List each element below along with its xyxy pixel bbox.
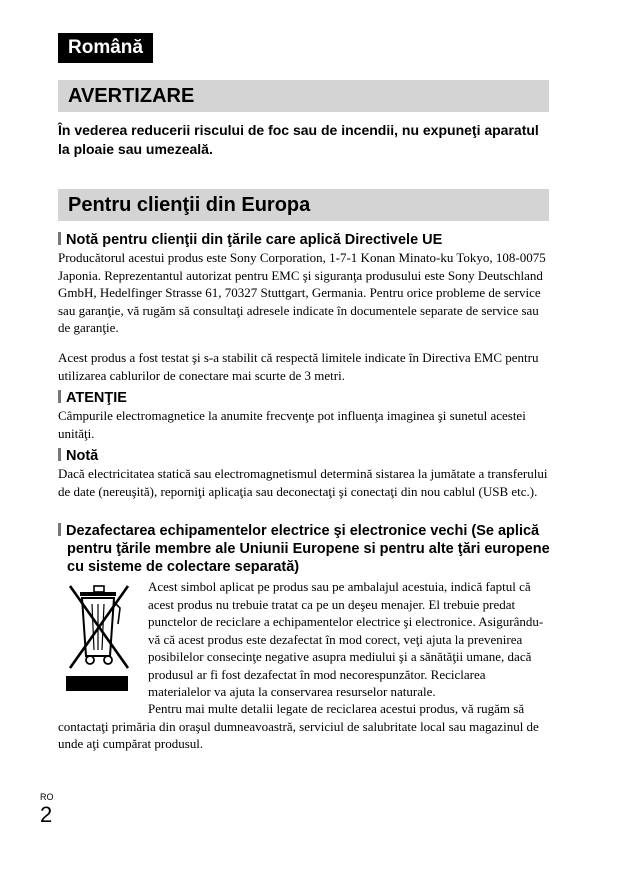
section-header-europe: Pentru clienţii din Europa — [58, 189, 549, 221]
heading-marker — [58, 523, 61, 536]
heading-marker — [58, 390, 61, 403]
page-language-code: RO — [40, 792, 54, 802]
language-badge: Română — [58, 33, 153, 63]
eu-directives-para-2: Acest produs a fost testat şi s-a stabilit că respectă limitele indicate în Directiva EMC pentru utilizarea cablurilor de conectare mai scurte de 3 metri. — [58, 350, 539, 383]
subheading-note — [58, 447, 548, 465]
subheading-note-label: Notă — [66, 448, 99, 464]
eu-directives-para-1: Producătorul acestui produs este Sony Corporation, 1-7-1 Konan Minato-ku Tokyo, 108-0075 Japonia. Reprezentantul autorizat pentru EMC şi siguranţa produsului este Sony Deutschland GmbH, Hedelfinger Strasse 61, 70327 Stuttgart, Germania. Pentru orice probleme de service sau garanţie, vă rugăm să consultaţi adresele indicate în documentele separate de service sau de garanţie. — [58, 250, 546, 335]
disposal-text-continued: Pentru mai multe detalii legate de reciclarea acestui produs, vă rugăm să contactaţi primăria din oraşul dumneavoastră, serviciul de salubritate local sau magazinul de unde aţi cumpărat produsul. — [58, 701, 539, 751]
subheading-attention — [58, 389, 548, 407]
subheading-disposal-label: Dezafectarea echipamentelor electrice şi electronice vechi (Se aplică pentru ţările membre ale Uniunii Europene si pentru alte ţări europene cu sisteme de colectare separată) — [66, 523, 550, 575]
heading-marker — [58, 448, 61, 461]
disposal-text: Acest simbol aplicat pe produs sau pe ambalajul acestuia, indică faptul că acest produs nu trebuie tratat ca pe un deşeu menajer. El trebuie predat punctelor de reciclare a echipamentelor electrice şi electronice. Asigurându-vă că acest produs este dezafectat în mod corect, veţi ajuta la prevenirea posibilelor consecinţe negative asupra mediului şi a sănătăţii umane, dacă produsul ar fi fost dezafectat în mod necorespunzător. Reciclarea materialelor va ajuta la conservarea resurselor naturale. — [148, 579, 544, 699]
subheading-eu-directives — [58, 231, 548, 249]
note-text: Dacă electricitatea statică sau electromagnetismul determină sistarea la jumătate a transferului de date (nereuşită), reporniţi aplicaţia sau deconectaţi şi conectaţi din nou cablul (USB etc.). — [58, 466, 548, 499]
warning-text: În vederea reducerii riscului de foc sau de incendii, nu expuneţi aparatul la ploaie sau umezeală. — [58, 122, 539, 157]
crossed-out-wheelie-bin-icon — [58, 578, 138, 694]
subheading-disposal — [58, 522, 557, 576]
subheading-attention-label: ATENŢIE — [66, 390, 127, 406]
subheading-eu-directives-label: Notă pentru clienţii din ţările care aplică Directivele UE — [66, 232, 443, 248]
attention-text: Câmpurile electromagnetice la anumite frecvenţe pot influenţa imaginea şi sunetul acestei unităţi. — [58, 408, 526, 441]
page-number: 2 — [40, 802, 53, 827]
heading-marker — [58, 232, 61, 245]
section-header-warning: AVERTIZARE — [58, 80, 549, 112]
